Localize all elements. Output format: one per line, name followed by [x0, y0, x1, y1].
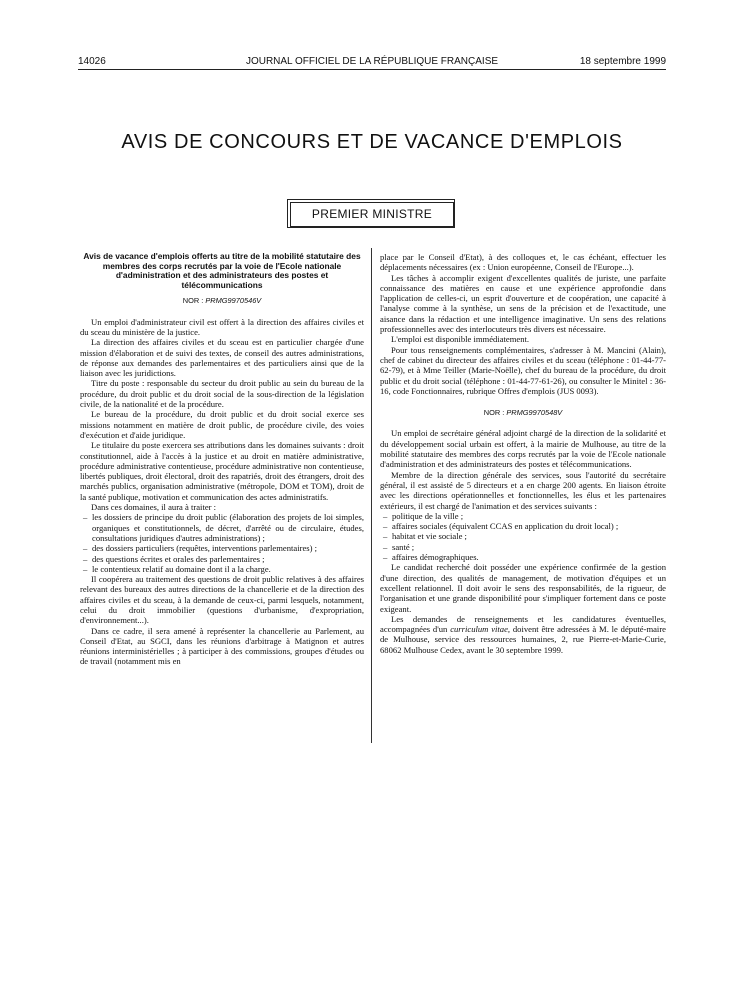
paragraph: Le bureau de la procédure, du droit public et du droit social exerce ses missions notamment en matière de droit public, de procédure civile, des voies d'exécution et d'aide juridique. — [80, 409, 364, 440]
right-column — [380, 252, 666, 655]
list-item: – habitat et vie sociale ; — [392, 531, 666, 541]
nor-code: PRMG9970548V — [506, 408, 563, 418]
paragraph: Les tâches à accomplir exigent d'excellentes qualités de juriste, une parfaite connaissance des matières en cause et une expérience approfondie dans l'application de celles-ci, un esprit d'ouverture et de coopération, une capacité à l'analyse comme à la synthèse, un sens de la précision et de l'exactitude, une aisance dans la rédaction et une intelligence imaginative. Un sens des relations professionnelles avec des interlocuteurs très divers est nécessaire. — [380, 272, 666, 335]
paragraph: Pour tous renseignements complémentaires, s'adresser à M. Mancini (Alain), chef de cabinet du directeur des affaires civiles et du sceau (téléphone : 01-44-77-62-79), et à Mme Teiller (Marie-Noëlle), chef du bureau de la procédure, du droit public et du droit social (téléphone : 01-44-77-61-26), ou consulter le Minitel : 36-16, code Fonctionnaires, rubrique Offres d'emplois (JUS 0093). — [380, 344, 666, 396]
page-header — [78, 56, 666, 70]
notice-title: Avis de vacance d'emplois offerts au titre de la mobilité statutaire des membres des corps recrutés par la voie de l'Ecole nationale d'administration et des administrateurs des postes et télécommunications — [83, 251, 361, 290]
text-run: doivent être adressées à M. le député-maire de Mulhouse, service des ressources humaines, 2, rue Pierre-et-Marie-Curie, 68062 Mulhouse Cedex, avant le 30 septembre 1999. — [380, 624, 667, 655]
list-item: – les dossiers de principe du droit public (élaboration des projets de loi simples, organiques et constitutionnels, de décret, d'arrêté ou de circulaire, études, consultations juridiques d'autres administrations) ; — [92, 512, 364, 543]
list-item: – politique de la ville ; — [392, 511, 666, 521]
list-item: – le contentieux relatif au domaine dont il a la charge. — [92, 564, 364, 574]
list-item: – santé ; — [392, 542, 666, 552]
left-column — [80, 252, 364, 667]
paragraph: L'emploi est disponible immédiatement. — [391, 334, 530, 345]
paragraph: Titre du poste : responsable du secteur du droit public au sein du bureau de la procédure, du droit public et du droit social de la sous-direction de la législation civile, de la nationalité et de la procédure. — [80, 378, 364, 410]
paragraph: Le titulaire du poste exercera ses attributions dans les domaines suivants : droit constitutionnel, aide à l'accès à la justice et au droit en matière administrative, procédure administrative contentieuse, procédure administrative non contentieuse, libertés publiques, droit électoral, droit des rapatriés, droit des étrangers, droit des marchés publics, organisation administrative (métropole, DOM et TOM), droit de la santé publique, motivation et communication des actes administratifs. — [80, 440, 364, 502]
nor-reference — [380, 408, 666, 418]
list-item: – des questions écrites et orales des parlementaires ; — [92, 554, 364, 564]
nor-code: PRMG9970546V — [205, 296, 262, 306]
nor-label: NOR : — [483, 408, 505, 418]
nor-reference — [80, 296, 364, 306]
italic-term: curriculum vitae, — [450, 624, 511, 635]
nor-label: NOR : — [182, 296, 204, 306]
journal-name: JOURNAL OFFICIEL DE LA RÉPUBLIQUE FRANÇAISE — [245, 56, 499, 67]
paragraph: La direction des affaires civiles et du sceau est en particulier chargée d'une mission d'élaboration et de suivi des textes, de conseil des autres administrations, de réponse aux demandes des parlementaires et des particuliers ainsi que de la liaison avec les juridictions. — [80, 337, 364, 379]
paragraph: Un emploi d'administrateur civil est offert à la direction des affaires civiles et du sceau du ministère de la justice. — [80, 316, 364, 337]
paragraph: Dans ce cadre, il sera amené à représenter la chancellerie au Parlement, au Conseil d'Etat, au SGCI, dans les réunions d'arbitrage à Matignon et autres réunions interministérielles ; à participer à des commissions, groupes d'études ou de travail (notamment mis en — [80, 625, 364, 667]
paragraph: place par le Conseil d'Etat), à des colloques et, le cas échéant, effectuer les déplacements nécessaires (ex : Union européenne, Conseil de l'Europe...). — [380, 252, 666, 273]
paragraph: Un emploi de secrétaire général adjoint chargé de la direction de la solidarité et du développement social urbain est offert, à la mairie de Mulhouse, au titre de la mobilité statutaire des membres des corps recrutés par la voie de l'Ecole nationale d'administration et des administrateurs des postes et télécommunications. — [380, 428, 666, 470]
paragraph — [380, 614, 666, 655]
paragraph: Membre de la direction générale des services, sous l'autorité du secrétaire général, il est assisté de 5 directeurs et a en charge 200 agents. En liaison étroite avec les directions opérationnelles et fonctionnelles, les élus et les partenaires extérieurs, il est chargé de l'animation et des services suivants : — [380, 469, 666, 511]
column-divider — [371, 248, 372, 743]
list-item: – affaires sociales (équivalent CCAS en application du droit local) ; — [392, 521, 666, 531]
services-list — [380, 511, 666, 562]
duties-list — [80, 512, 364, 574]
paragraph: Le candidat recherché doit posséder une expérience confirmée de la gestion d'une direction, des qualités de management, de motivation d'équipes et un excellent relationnel. Il doit avoir le sens des responsabilités, de la rigueur, de l'organisation et une grande disponibilité pour s'impliquer fortement dans ce poste exigeant. — [380, 562, 666, 614]
text-run: Les demandes de renseignements et les candidatures éventuelles, accompagnées d'un — [380, 613, 666, 635]
page-number: 14026 — [78, 56, 106, 67]
list-item: – affaires démographiques. — [392, 552, 666, 562]
page-title: AVIS DE CONCOURS ET DE VACANCE D'EMPLOIS — [121, 131, 623, 153]
header-rule — [78, 69, 666, 70]
issue-date: 18 septembre 1999 — [579, 56, 666, 67]
paragraph: Il coopérera au traitement des questions de droit public relatives à des affaires relevant des bureaux des autres directions de la chancellerie et de la direction des affaires civiles et du sceau, à la demande de ceux-ci, parmi lesquels, notamment, celui du droit immobilier (questions d'urbanisme, d'expropriation, d'environnement...). — [80, 574, 364, 626]
paragraph: Dans ces domaines, il aura à traiter : — [91, 502, 217, 513]
list-item: – des dossiers particuliers (requêtes, interventions parlementaires) ; — [92, 543, 364, 553]
section-box: PREMIER MINISTRE — [290, 202, 454, 227]
